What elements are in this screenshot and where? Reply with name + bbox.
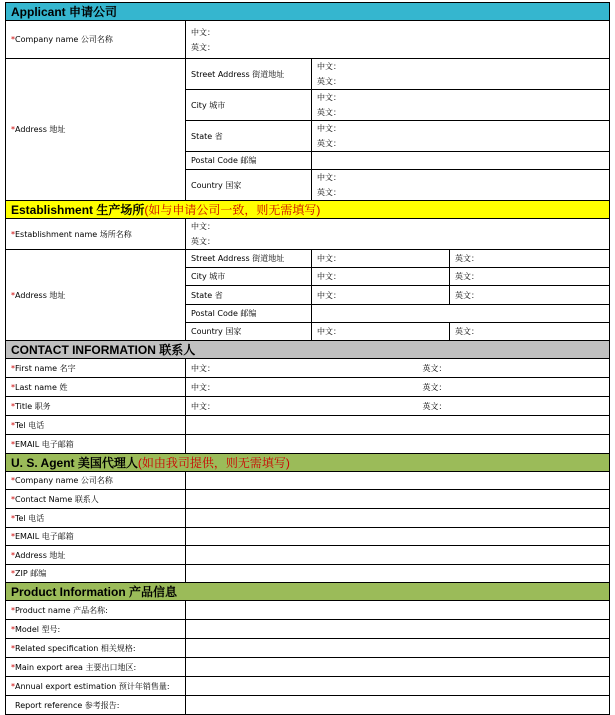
applicant-street-label: Street Address 街道地址 xyxy=(186,59,312,90)
establishment-city-cn-field[interactable] xyxy=(312,268,450,286)
product-report-reference-field[interactable] xyxy=(186,696,610,715)
contact-first-name-en-field[interactable] xyxy=(418,359,610,378)
label-text: ZIP 邮编 xyxy=(15,569,47,578)
label-text: Tel 电话 xyxy=(15,420,45,430)
establishment-header-title: Establishment 生产场所 xyxy=(11,203,145,217)
required-mark: * xyxy=(11,401,15,411)
application-form xyxy=(5,2,609,715)
label-text: Address 地址 xyxy=(15,290,66,300)
label-text: Contact Name 联系人 xyxy=(15,494,99,504)
establishment-street-cn-field[interactable] xyxy=(312,250,450,268)
contact-first-name-label xyxy=(6,359,186,378)
applicant-city-field[interactable] xyxy=(312,90,610,121)
applicant-company-name-field[interactable] xyxy=(186,21,610,59)
cn-label: 中文： xyxy=(191,363,215,373)
agent-contact-name-field[interactable] xyxy=(186,490,610,509)
label-text: Product name 产品名称: xyxy=(15,605,108,615)
product-report-reference-label xyxy=(6,696,186,715)
contact-header-title: CONTACT INFORMATION 联系人 xyxy=(11,343,196,357)
contact-title-en-field[interactable] xyxy=(418,397,610,416)
contact-email-label xyxy=(6,435,186,454)
en-label: 英文： xyxy=(317,108,341,117)
required-mark: * xyxy=(11,643,15,653)
establishment-name-field[interactable] xyxy=(186,219,610,250)
cn-label: 中文： xyxy=(317,124,341,133)
applicant-section-header xyxy=(6,3,610,21)
applicant-city-label: City 城市 xyxy=(186,90,312,121)
establishment-city-label: City 城市 xyxy=(186,268,312,286)
product-section-header xyxy=(6,583,610,601)
agent-zip-label xyxy=(6,565,186,583)
agent-address-label xyxy=(6,546,186,565)
product-related-spec-field[interactable] xyxy=(186,639,610,658)
agent-header-note: (如由我司提供，则无需填写) xyxy=(137,456,290,470)
required-mark: * xyxy=(11,662,15,672)
contact-last-name-label xyxy=(6,378,186,397)
form-table xyxy=(5,2,610,715)
contact-title-cn-field[interactable] xyxy=(186,397,418,416)
label-text: Related specification 相关规格: xyxy=(15,643,136,653)
required-mark: * xyxy=(11,290,15,300)
label-text: Last name 姓 xyxy=(15,382,68,392)
establishment-state-en-field[interactable] xyxy=(450,286,610,305)
establishment-country-cn-field[interactable] xyxy=(312,323,450,341)
required-mark: * xyxy=(11,681,15,691)
cn-label: 中文： xyxy=(191,27,215,37)
establishment-postal-label: Postal Code 邮编 xyxy=(186,305,312,323)
establishment-header-note: (如与申请公司一致，则无需填写) xyxy=(144,203,321,217)
en-label: 英文： xyxy=(317,139,341,148)
product-related-spec-label xyxy=(6,639,186,658)
cn-label: 中文： xyxy=(317,173,341,182)
agent-address-field[interactable] xyxy=(186,546,610,565)
product-model-label xyxy=(6,620,186,639)
applicant-street-field[interactable] xyxy=(312,59,610,90)
label-text: Company name 公司名称 xyxy=(15,35,113,44)
establishment-street-en-field[interactable] xyxy=(450,250,610,268)
en-label: 英文： xyxy=(455,290,479,300)
cn-label: 中文： xyxy=(317,327,341,336)
establishment-postal-field[interactable] xyxy=(312,305,610,323)
required-mark: * xyxy=(11,605,15,615)
label-text: Model 型号: xyxy=(15,624,61,634)
applicant-country-label: Country 国家 xyxy=(186,170,312,201)
establishment-address-label xyxy=(6,250,186,341)
cn-label: 中文： xyxy=(191,382,215,392)
required-mark: * xyxy=(11,229,15,239)
product-name-label xyxy=(6,601,186,620)
applicant-country-field[interactable] xyxy=(312,170,610,201)
en-label: 英文： xyxy=(455,272,479,281)
cn-label: 中文： xyxy=(191,401,215,411)
required-mark: * xyxy=(11,363,15,373)
required-mark: * xyxy=(11,513,15,523)
applicant-company-name-label xyxy=(6,21,186,59)
agent-section-header xyxy=(6,454,610,472)
contact-first-name-cn-field[interactable] xyxy=(186,359,418,378)
contact-tel-field[interactable] xyxy=(186,416,610,435)
product-main-export-area-label xyxy=(6,658,186,677)
label-text: Address 地址 xyxy=(15,550,66,560)
agent-tel-field[interactable] xyxy=(186,509,610,528)
cn-label: 中文： xyxy=(317,272,341,281)
cn-label: 中文： xyxy=(191,222,215,231)
en-label: 英文： xyxy=(422,382,447,392)
contact-section-header xyxy=(6,341,610,359)
applicant-postal-field[interactable] xyxy=(312,152,610,170)
cn-label: 中文： xyxy=(317,62,341,71)
cn-label: 中文： xyxy=(317,290,341,300)
agent-tel-label xyxy=(6,509,186,528)
agent-company-name-label xyxy=(6,472,186,490)
en-label: 英文： xyxy=(455,254,479,263)
label-text: Annual export estimation 预计年销售量: xyxy=(15,681,170,691)
required-mark: * xyxy=(11,569,15,578)
label-text: EMAIL 电子邮箱 xyxy=(15,532,74,541)
label-text: Company name 公司名称 xyxy=(15,476,113,485)
establishment-state-cn-field[interactable] xyxy=(312,286,450,305)
establishment-city-en-field[interactable] xyxy=(450,268,610,286)
label-text: Address 地址 xyxy=(15,125,66,134)
product-header-title: Product Information 产品信息 xyxy=(11,585,177,599)
cn-label: 中文： xyxy=(317,254,341,263)
required-mark: * xyxy=(11,420,15,430)
en-label: 英文： xyxy=(317,188,341,197)
establishment-name-label xyxy=(6,219,186,250)
en-label: 英文： xyxy=(191,42,215,52)
contact-last-name-cn-field[interactable] xyxy=(186,378,418,397)
applicant-state-field[interactable] xyxy=(312,121,610,152)
agent-zip-field[interactable] xyxy=(186,565,610,583)
establishment-section-header xyxy=(6,201,610,219)
agent-header-title: U. S. Agent 美国代理人 xyxy=(11,456,138,470)
agent-email-label xyxy=(6,528,186,546)
required-mark: * xyxy=(11,550,15,560)
product-name-field[interactable] xyxy=(186,601,610,620)
product-annual-export-label xyxy=(6,677,186,696)
en-label: 英文： xyxy=(191,237,215,246)
en-label: 英文： xyxy=(422,363,447,373)
required-mark: * xyxy=(11,439,15,449)
en-label: 英文： xyxy=(455,327,479,336)
contact-title-label xyxy=(6,397,186,416)
en-label: 英文： xyxy=(422,401,447,411)
applicant-postal-label: Postal Code 邮编 xyxy=(186,152,312,170)
label-text: Title 职务 xyxy=(15,401,51,411)
required-mark: * xyxy=(11,35,15,44)
required-mark: * xyxy=(11,624,15,634)
required-mark: * xyxy=(11,476,15,485)
label-text: Main export area 主要出口地区: xyxy=(15,662,137,672)
contact-last-name-en-field[interactable] xyxy=(418,378,610,397)
agent-company-name-field[interactable] xyxy=(186,472,610,490)
establishment-country-en-field[interactable] xyxy=(450,323,610,341)
required-mark: * xyxy=(11,382,15,392)
product-main-export-area-field[interactable] xyxy=(186,658,610,677)
required-mark: * xyxy=(11,532,15,541)
establishment-state-label: State 省 xyxy=(186,286,312,305)
applicant-address-label xyxy=(6,59,186,201)
establishment-street-label: Street Address 街道地址 xyxy=(186,250,312,268)
applicant-state-label: State 省 xyxy=(186,121,312,152)
label-text: Report reference 参考报告: xyxy=(15,700,120,710)
contact-tel-label xyxy=(6,416,186,435)
label-text: First name 名字 xyxy=(15,363,76,373)
label-text: Tel 电话 xyxy=(15,513,45,523)
applicant-header-title: Applicant 申请公司 xyxy=(11,5,118,19)
required-mark: * xyxy=(11,125,15,134)
product-model-field[interactable] xyxy=(186,620,610,639)
required-mark: * xyxy=(11,494,15,504)
establishment-country-label: Country 国家 xyxy=(186,323,312,341)
label-text: EMAIL 电子邮箱 xyxy=(15,439,74,449)
product-annual-export-field[interactable] xyxy=(186,677,610,696)
en-label: 英文： xyxy=(317,77,341,86)
agent-email-field[interactable] xyxy=(186,528,610,546)
cn-label: 中文： xyxy=(317,93,341,102)
agent-contact-name-label xyxy=(6,490,186,509)
contact-email-field[interactable] xyxy=(186,435,610,454)
label-text: Establishment name 场所名称 xyxy=(15,229,132,239)
